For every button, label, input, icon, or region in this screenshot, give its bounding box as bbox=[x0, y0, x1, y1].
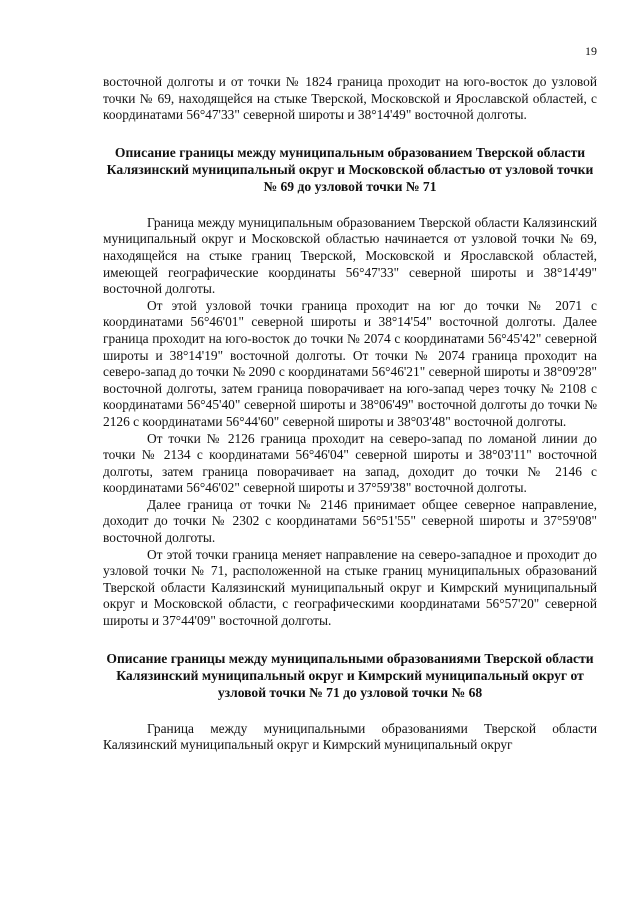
body-paragraph: От этой узловой точки граница проходит на юг до точки № 2071 с координатами 56°46'01" северной широты и 38°14'54" восточной долготы. Далее граница проходит на юго-восток до точки № 2074 с координатами 56°45'42" северной широты и 38°14'19" восточной долготы. От точки № 2074 граница проходит на северо-запад до точки № 2090 с координатами 56°46'21" северной широты и 38°09'28" восточной долготы, затем граница поворачивает на юго-запад через точку № 2108 с координатами 56°45'40" северной широты и 38°06'49" восточной долготы до точки № 2126 с координатами 56°44'60" северной широты и 38°03'48" восточной долготы. bbox=[103, 297, 597, 429]
body-paragraph: От точки № 2126 граница проходит на северо-запад по ломаной линии до точки № 2134 с координатами 56°46'04" северной широты и 38°03'11" восточной долготы, затем граница поворачивает на запад, доходит до точки № 2146 с координатами 56°46'02" северной широты и 37°59'38" восточной долготы. bbox=[103, 430, 597, 496]
document-body bbox=[103, 74, 597, 754]
section-body bbox=[103, 215, 597, 630]
body-paragraph: Далее граница от точки № 2146 принимает общее северное направление, доходит до точки № 2302 с координатами 56°51'55" северной широты и 37°59'08" восточной долготы. bbox=[103, 496, 597, 546]
section-body bbox=[103, 721, 597, 754]
section-heading: Описание границы между муниципальным образованием Тверской области Калязинский муниципальный округ и Московской областью от узловой точки № 69 до узловой точки № 71 bbox=[106, 144, 594, 194]
body-paragraph: От этой точки граница меняет направление на северо-западное и проходит до узловой точки № 71, расположенной на стыке границ муниципальных образований Тверской области Калязинский муниципальный округ и Кимрский муниципальный округ и Московской области, с географическими координатами 56°57'20" северной широты и 37°44'09" восточной долготы. bbox=[103, 546, 597, 629]
section-heading: Описание границы между муниципальными образованиями Тверской области Калязинский муниципальный округ и Кимрский муниципальный округ от узловой точки № 71 до узловой точки № 68 bbox=[106, 650, 594, 700]
body-paragraph: Граница между муниципальным образованием Тверской области Калязинский муниципальный округ и Московской областью начинается от узловой точки № 69, находящейся на стыке границ Тверской, Московской и Ярославской областей, имеющей географические координаты 56°47'33" северной широты и 38°14'49" восточной долготы. bbox=[103, 214, 597, 297]
body-paragraph: Граница между муниципальными образованиями Тверской области Калязинский муниципальный округ и Кимрский муниципальный округ bbox=[103, 720, 597, 753]
continuation-paragraph: восточной долготы и от точки № 1824 граница проходит на юго-восток до узловой точки № 69, находящейся на стыке Тверской, Московской и Ярославской областей, с координатами 56°47'33" северной широты и 38°14'49" восточной долготы. bbox=[103, 74, 597, 123]
page-number: 19 bbox=[585, 44, 597, 58]
